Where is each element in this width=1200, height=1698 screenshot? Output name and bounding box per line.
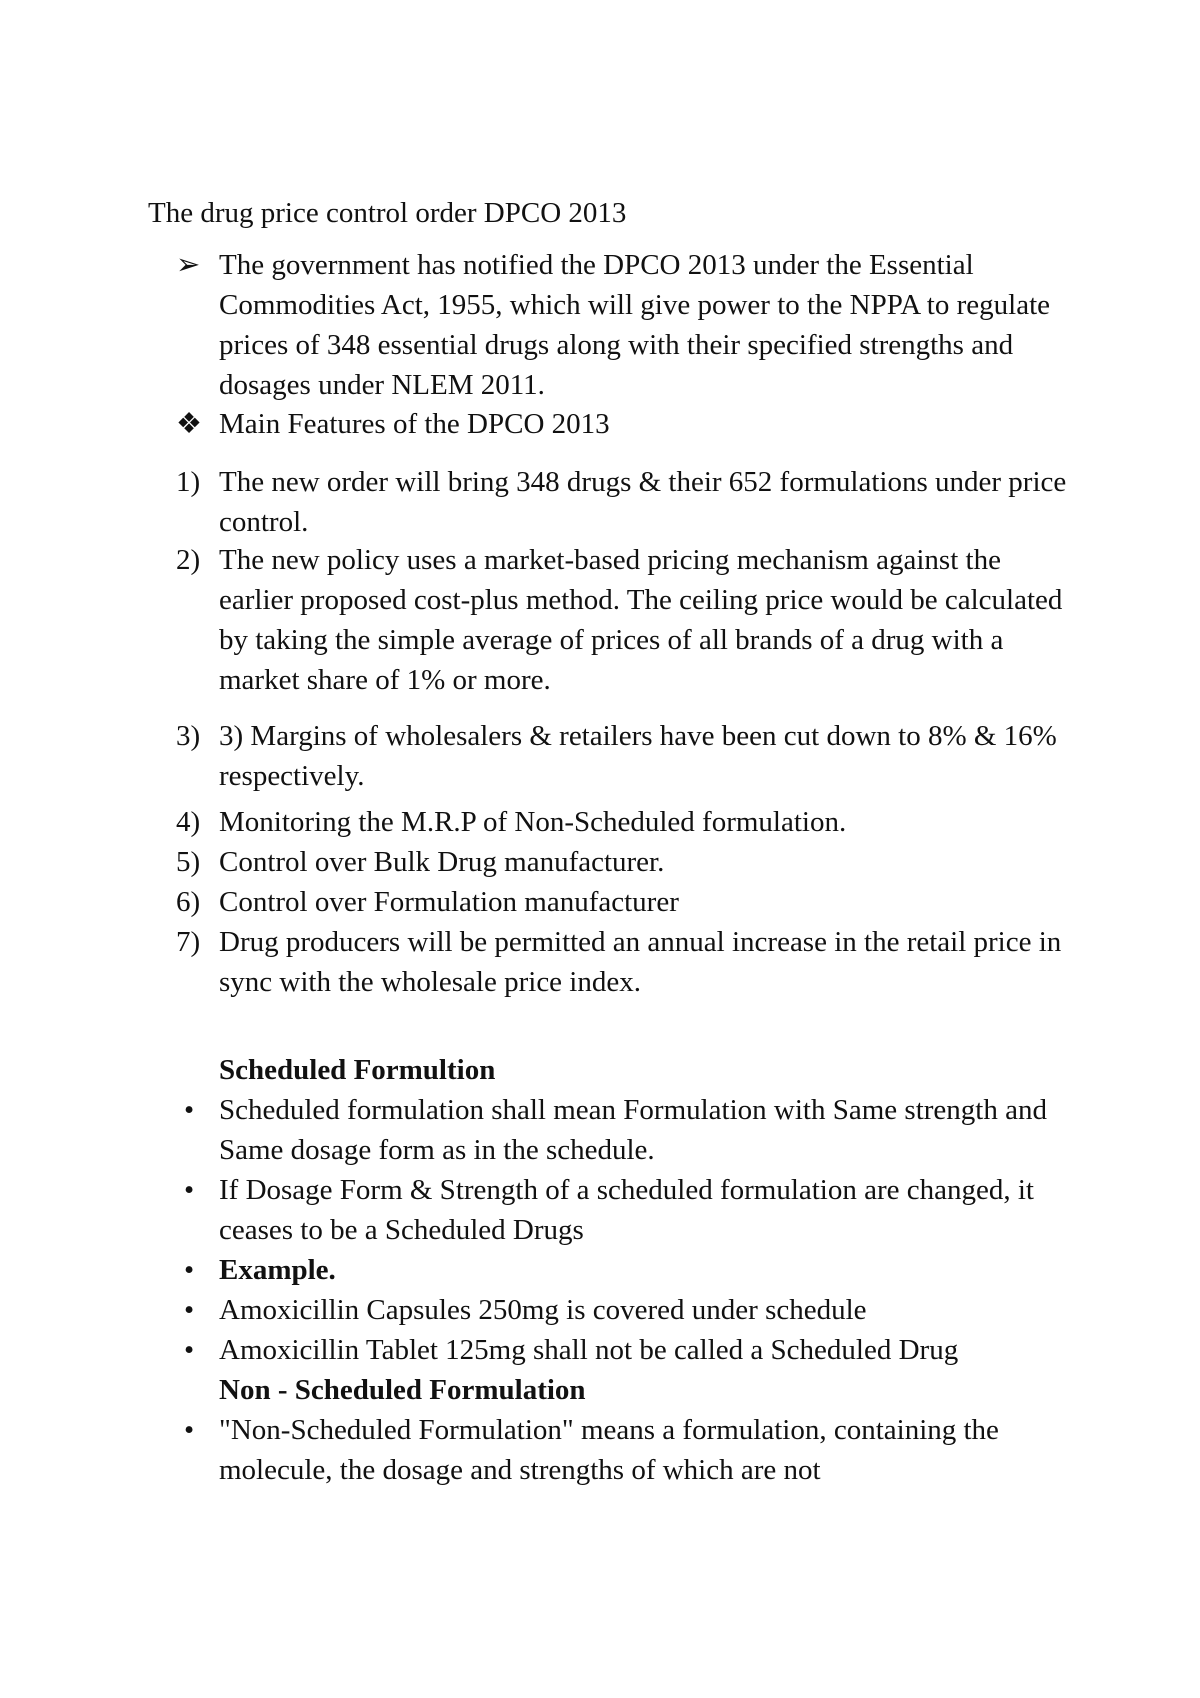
feature-number: 7) (176, 926, 201, 958)
feature-number: 1) (176, 466, 201, 498)
scheduled-bullet-3 (176, 1250, 1076, 1290)
feature-item-3 (176, 716, 1076, 796)
bullet-text: Amoxicillin Capsules 250mg is covered under schedule (219, 1294, 867, 1326)
diamond-bullet-icon: ❖ (176, 408, 202, 440)
non-scheduled-bullet-1 (176, 1410, 1076, 1490)
bullet-dot-icon: • (184, 1294, 195, 1326)
bullet-text: Amoxicillin Tablet 125mg shall not be called a Scheduled Drug (219, 1334, 959, 1366)
scheduled-bullet-5 (176, 1330, 1076, 1370)
feature-number: 2) (176, 544, 201, 576)
intro-item (176, 245, 1076, 405)
feature-number: 3) (176, 720, 201, 752)
feature-text: The new policy uses a market-based pricing mechanism against the earlier proposed cost-plus method. The ceiling price would be calculated by taking the simple average of prices of all brands of a drug with a market share of 1% or more. (219, 544, 1063, 696)
feature-item-6 (176, 882, 1076, 922)
feature-text: The new order will bring 348 drugs & their 652 formulations under price control. (219, 466, 1067, 538)
feature-text: Control over Formulation manufacturer (219, 886, 679, 918)
feature-text: 3) Margins of wholesalers & retailers have been cut down to 8% & 16% respectively. (219, 720, 1057, 792)
non-scheduled-heading: Non - Scheduled Formulation (219, 1374, 586, 1406)
feature-number: 4) (176, 806, 201, 838)
feature-number: 5) (176, 846, 201, 878)
feature-text: Drug producers will be permitted an annual increase in the retail price in sync with the wholesale price index. (219, 926, 1062, 998)
features-heading: Main Features of the DPCO 2013 (219, 408, 610, 440)
bullet-text: Example. (219, 1254, 336, 1286)
bullet-dot-icon: • (184, 1094, 195, 1126)
intro-text: The government has notified the DPCO 2013 under the Essential Commodities Act, 1955, which will give power to the NPPA to regulate prices of 348 essential drugs along with their specified strengths and dosages under NLEM 2011. (219, 249, 1051, 401)
bullet-dot-icon: • (184, 1334, 195, 1366)
bullet-dot-icon: • (184, 1414, 195, 1446)
feature-number: 6) (176, 886, 201, 918)
feature-item-1 (176, 462, 1076, 542)
feature-item-5 (176, 842, 1076, 882)
feature-text: Control over Bulk Drug manufacturer. (219, 846, 665, 878)
feature-item-7 (176, 922, 1076, 1002)
scheduled-bullet-2 (176, 1170, 1076, 1250)
bullet-text: Scheduled formulation shall mean Formulation with Same strength and Same dosage form as in the schedule. (219, 1094, 1047, 1166)
scheduled-bullet-1 (176, 1090, 1076, 1170)
feature-text: Monitoring the M.R.P of Non-Scheduled formulation. (219, 806, 847, 838)
document-title: The drug price control order DPCO 2013 (148, 197, 627, 229)
bullet-text: If Dosage Form & Strength of a scheduled formulation are changed, it ceases to be a Scheduled Drugs (219, 1174, 1034, 1246)
scheduled-heading: Scheduled Formultion (219, 1054, 496, 1086)
bullet-dot-icon: • (184, 1254, 195, 1286)
bullet-dot-icon: • (184, 1174, 195, 1206)
features-heading-item (176, 404, 1076, 444)
arrow-bullet-icon: ➢ (176, 249, 201, 281)
feature-item-4 (176, 802, 1076, 842)
scheduled-bullet-4 (176, 1290, 1076, 1330)
feature-item-2 (176, 540, 1076, 700)
bullet-text: "Non-Scheduled Formulation" means a formulation, containing the molecule, the dosage and strengths of which are not (219, 1414, 999, 1486)
